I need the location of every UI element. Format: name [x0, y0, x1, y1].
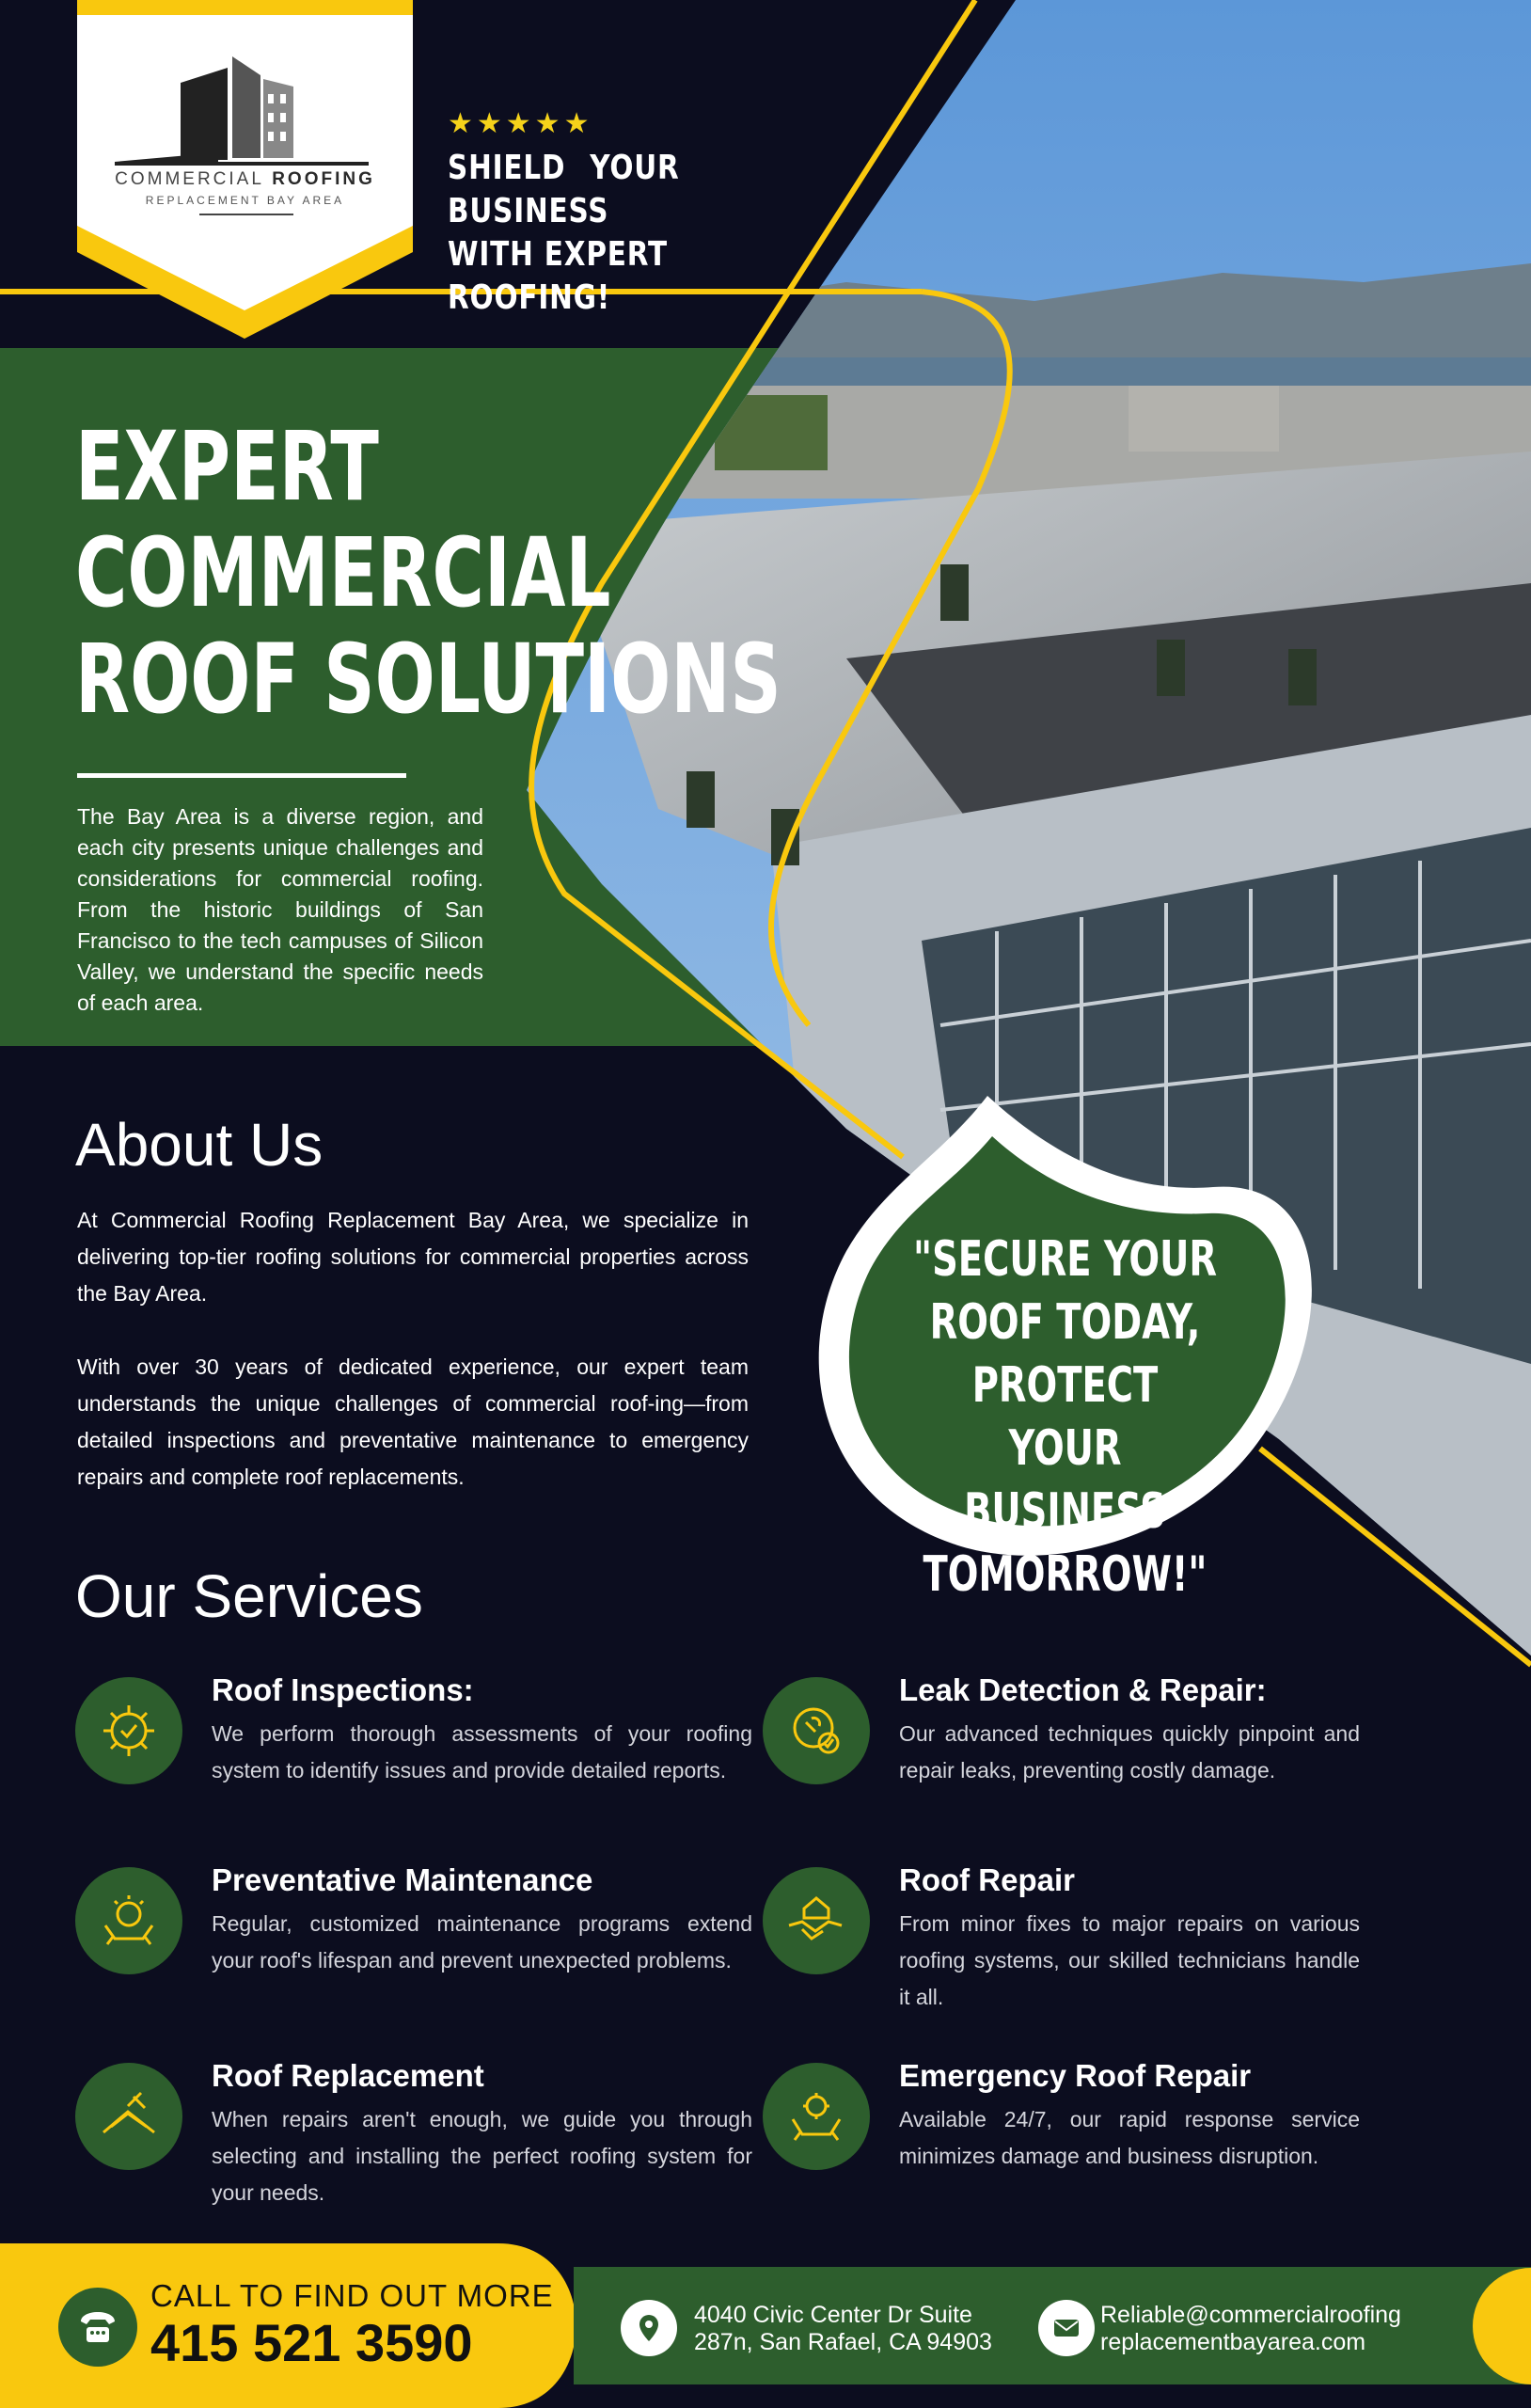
hero-divider — [77, 773, 406, 778]
quote-line-3: YOUR BUSINESS — [964, 1420, 1166, 1540]
service-description: Our advanced techniques quickly pinpoint and repair leaks, preventing costly damage. — [899, 1721, 1360, 1782]
about-heading: About Us — [75, 1111, 324, 1179]
service-description: Available 24/7, our rapid response service minimizes damage and business disruption. — [899, 2107, 1360, 2168]
hero-title-line-3: ROOF SOLUTIONS — [75, 624, 781, 736]
service-title: Roof Inspections: — [212, 1672, 474, 1707]
handshake-house-icon — [763, 1867, 870, 1974]
email-icon[interactable] — [1038, 2300, 1095, 2356]
hero-title-line-1: EXPERT — [75, 411, 379, 523]
roof-tools-icon — [75, 2063, 182, 2170]
phone-icon[interactable] — [58, 2288, 137, 2367]
address-line-2: 287n, San Rafael, CA 94903 — [694, 2329, 992, 2355]
service-description: We perform thorough assessments of your roofing system to identify issues and provide detailed reports. — [212, 1721, 752, 1782]
phone-number[interactable]: 415 521 3590 — [150, 2313, 473, 2372]
logo-brand-name — [77, 169, 413, 190]
address-line-1: 4040 Civic Center Dr Suite — [694, 2302, 972, 2328]
quote-text — [907, 1228, 1223, 1607]
about-paragraph-2: With over 30 years of dedicated experience, our expert team understands the unique challenges of commercial roof-ing—from detailed inspections and preventative maintenance to emergency repairs and complete roof replacements. — [77, 1354, 749, 1489]
service-description: Regular, customized maintenance programs extend your roof's lifespan and prevent unexpected problems. — [212, 1911, 752, 1972]
tagline-line-2: WITH EXPERT ROOFING! — [448, 235, 668, 317]
address — [694, 2302, 992, 2356]
about-paragraph-1: At Commercial Roofing Replacement Bay Area, we specialize in delivering top-tier roofing solutions for commercial properties across the Bay Area. — [77, 1208, 749, 1306]
quote-line-2: ROOF TODAY, PROTECT — [929, 1294, 1201, 1414]
quote-line-4: TOMORROW!" — [923, 1546, 1207, 1603]
tagline-line-1: SHIELD YOUR BUSINESS — [448, 149, 680, 230]
service-description: When repairs aren't enough, we guide you through selecting and installing the perfect roofing system for your needs. — [212, 2107, 752, 2205]
logo-brand-main: COMMERCIAL — [115, 169, 264, 189]
service-description: From minor fixes to major repairs on various roofing systems, our skilled technicians handle it all. — [899, 1911, 1360, 2009]
header-tagline — [448, 147, 771, 320]
logo-badge — [77, 0, 413, 339]
service-title: Roof Replacement — [212, 2058, 484, 2093]
service-title: Preventative Maintenance — [212, 1862, 593, 1897]
cta-label: CALL TO FIND OUT MORE — [150, 2278, 554, 2313]
service-title: Emergency Roof Repair — [899, 2058, 1252, 2093]
hands-gear-icon — [763, 2063, 870, 2170]
hero-description: The Bay Area is a diverse region, and each city presents unique challenges and considerations for commercial roofing. From the historic buildings of San Francisco to the tech campuses of Silicon Valley, we understand the specific needs of each area. — [77, 804, 483, 1015]
service-title: Roof Repair — [899, 1862, 1076, 1897]
hands-idea-icon — [75, 1867, 182, 1974]
logo-brand-sub: REPLACEMENT BAY AREA — [145, 194, 345, 207]
email-line-2: replacementbayarea.com — [1100, 2329, 1366, 2355]
wrench-gear-icon — [763, 1677, 870, 1784]
email-line-1: Reliable@commercialroofing — [1100, 2302, 1401, 2328]
logo-brand-bold: ROOFING — [272, 169, 375, 189]
services-heading: Our Services — [75, 1562, 423, 1630]
service-title: Leak Detection & Repair: — [899, 1672, 1267, 1707]
hero-title — [75, 411, 781, 736]
rating-stars: ★★★★★ — [448, 108, 593, 139]
quote-line-1: "SECURE YOUR — [913, 1231, 1217, 1288]
location-pin-icon — [621, 2300, 677, 2356]
gear-check-icon — [75, 1677, 182, 1784]
email-address[interactable] — [1100, 2302, 1401, 2356]
hero-title-line-2: COMMERCIAL — [75, 517, 611, 629]
